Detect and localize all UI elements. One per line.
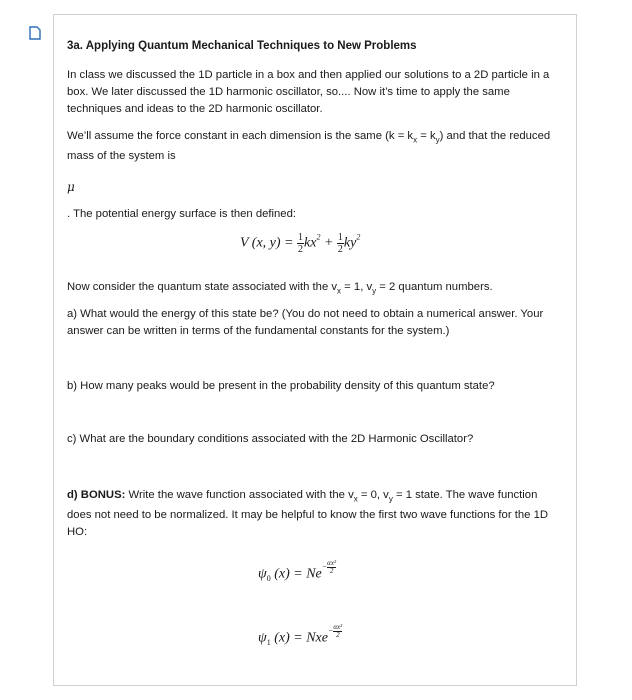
intro-paragraph: In class we discussed the 1D particle in a box and then applied our solutions to a 2D particle in a box. We later discussed the 1D harmonic oscillator, so.... Now it’s time to apply the same techniques and ideas to the 2D harmonic oscillator.: [67, 69, 550, 115]
assumption-paragraph: We’ll assume the force constant in each dimension is the same $(k = k_x = k_y)$ and that the reduced mass of the system is: [67, 130, 551, 163]
part-d-question: d) BONUS: Write the wave function associated with the $v_x = 0$, $v_y = 1$ state. The wave function does not need to be normalized. It may be helpful to know the first two wave functions for the 1D HO:: [67, 489, 549, 539]
part-a-question: a) What would the energy of this state be? (You do not need to obtain a numerical answer. Your answer can be written in terms of the fundamental constants for the system.): [67, 308, 544, 337]
question-content: [67, 38, 563, 165]
psi0-equation: $\psi_0$ (x) = Ne− $\frac{\text{αx²}}{2}$: [258, 559, 337, 584]
part-b-question: b) How many peaks would be present in the probability density of this quantum state?: [67, 380, 495, 392]
psi1-equation: $\psi_1$ (x) = Nxe− $\frac{\text{αx²}}{2}$: [258, 623, 343, 648]
question-title: 3a. Applying Quantum Mechanical Techniques to New Problems: [67, 40, 417, 52]
flag-icon[interactable]: [28, 26, 42, 40]
part-c-question: c) What are the boundary conditions associated with the 2D Harmonic Oscillator?: [67, 433, 474, 445]
state-paragraph: Now consider the quantum state associated with the $v_x = 1$, $v_y = 2$ quantum numbers.: [67, 281, 493, 296]
potential-intro: . The potential energy surface is then defined:: [67, 208, 297, 220]
reduced-mass-symbol: μ: [67, 180, 75, 194]
potential-equation: V (x, y) = $\frac{1}{2}$ $kx^2$ + $\frac{1}{2}$ $ky^2$: [240, 232, 361, 255]
